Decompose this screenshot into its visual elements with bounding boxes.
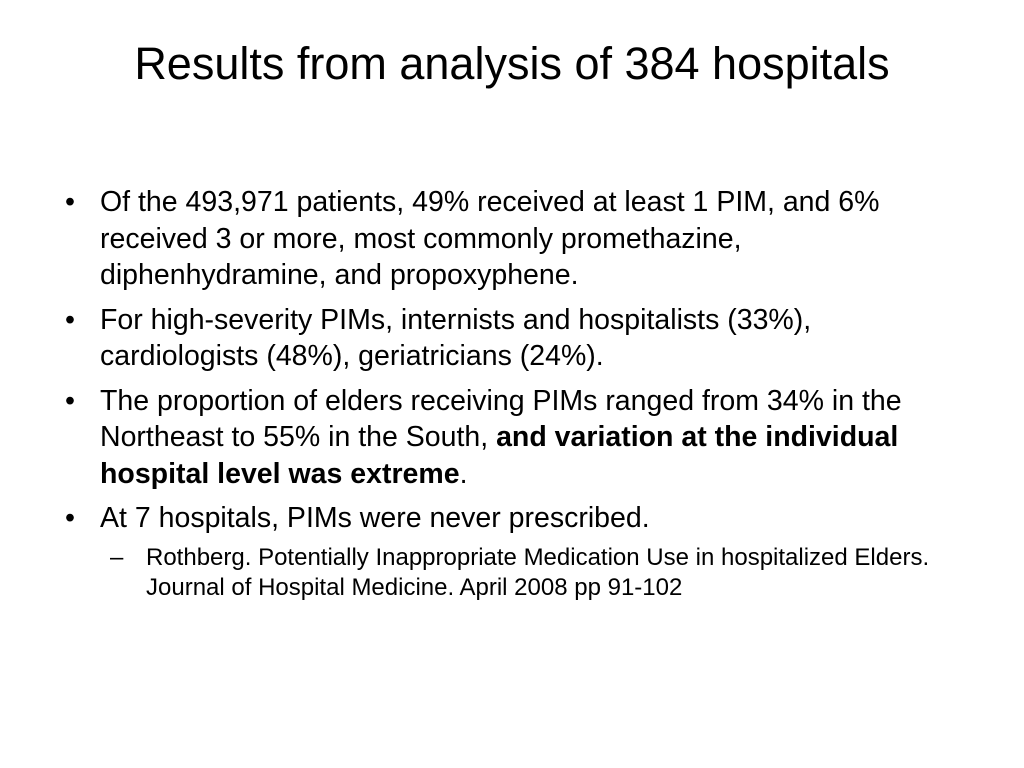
bullet-list bbox=[60, 184, 970, 603]
slide-title: Results from analysis of 384 hospitals bbox=[134, 38, 890, 89]
bullet-item bbox=[60, 184, 970, 294]
bullet-text-emphasis: and variation at the individual hospital level was extreme bbox=[100, 421, 899, 490]
bullet-text: At 7 hospitals, PIMs were never prescribed. bbox=[100, 502, 650, 534]
sub-bullet-item bbox=[100, 543, 946, 603]
bullet-marker: • bbox=[65, 186, 75, 218]
bullet-marker: • bbox=[65, 384, 75, 417]
citation-text: Rothberg. Potentially Inappropriate Medication Use in hospitalized Elders. Journal of Hospital Medicine. April 2008 pp 91-102 bbox=[146, 543, 930, 601]
bullet-item bbox=[60, 302, 970, 375]
bullet-marker: • bbox=[65, 502, 75, 534]
bullet-marker: • bbox=[65, 303, 75, 336]
bullet-text: For high-severity PIMs, internists and hospitalists (33%), cardiologists (48%), geriatricians (24%). bbox=[100, 303, 812, 372]
bullet-text-end: . bbox=[459, 457, 468, 490]
bullet-item bbox=[60, 500, 970, 537]
bullet-text: The proportion of elders receiving PIMs ranged from 34% in the Northeast to 55% in the South, bbox=[100, 384, 902, 453]
sub-bullet-marker: – bbox=[110, 543, 124, 571]
bullet-text: Of the 493,971 patients, 49% received at least 1 PIM, and 6% received 3 or more, most commonly promethazine, diphenhydramine, and propoxyphene. bbox=[100, 186, 880, 291]
bullet-item bbox=[60, 383, 970, 493]
